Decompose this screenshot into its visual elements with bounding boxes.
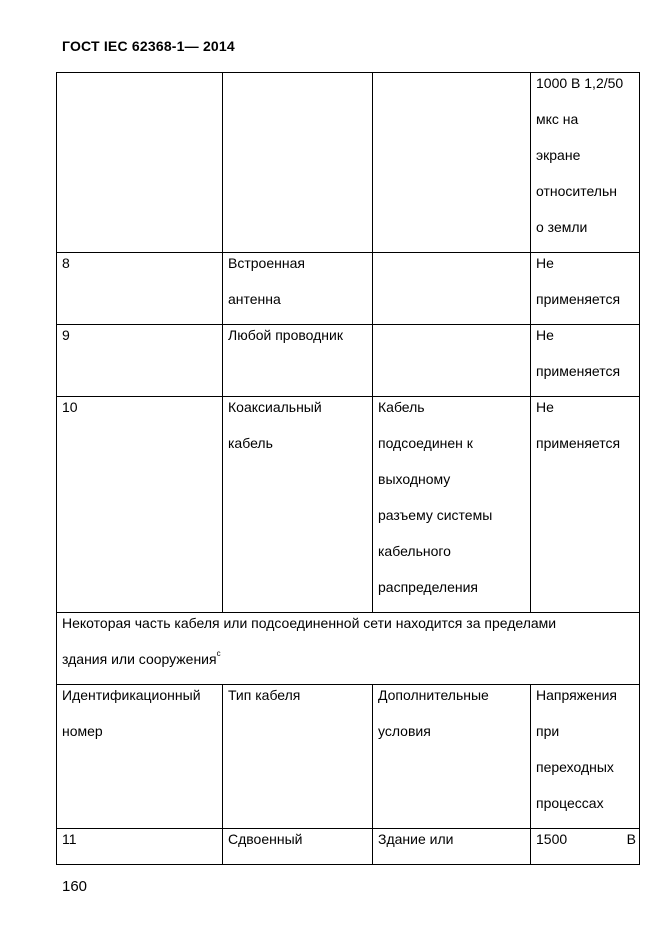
cell-voltage: 1000 В 1,2/50 мкс на экране относительн о земли — [531, 73, 640, 253]
cell-cable-type: Коаксиальный кабель — [223, 397, 373, 613]
page-number: 160 — [62, 878, 88, 895]
header-conditions: Дополнительные условия — [373, 685, 531, 829]
cell-cable-type: Сдвоенный — [223, 829, 373, 865]
section-note: Некоторая часть кабеля или подсоединенной сети находится за пределами здания или сооружения$^c$ — [57, 613, 640, 685]
cell-voltage — [531, 829, 640, 865]
cell-conditions: Кабель подсоединен к выходному разъему системы кабельного распределения — [373, 397, 531, 613]
table-row — [57, 397, 640, 613]
voltage-value: 1500 — [536, 831, 568, 847]
cell-id: 9 — [57, 325, 223, 397]
table-row — [57, 73, 640, 253]
column-header-row — [57, 685, 640, 829]
table-row — [57, 325, 640, 397]
cell-cable-type: Любой проводник — [223, 325, 373, 397]
cell-voltage: Не применяется — [531, 253, 640, 325]
footnote-mark: c — [216, 649, 221, 658]
cell-id: 8 — [57, 253, 223, 325]
cell-id — [57, 73, 223, 253]
section-note-row — [57, 613, 640, 685]
cell-conditions — [373, 73, 531, 253]
cell-conditions — [373, 325, 531, 397]
table-row — [57, 829, 640, 865]
header-cable-type: Тип кабеля — [223, 685, 373, 829]
cell-voltage: Не применяется — [531, 397, 640, 613]
cell-conditions: Здание или — [373, 829, 531, 865]
cell-id: 10 — [57, 397, 223, 613]
cell-id: 11 — [57, 829, 223, 865]
cable-voltage-table — [56, 72, 640, 865]
voltage-unit: В — [626, 831, 636, 847]
cell-cable-type — [223, 73, 373, 253]
table-row — [57, 253, 640, 325]
document-header: ГОСТ IEC 62368-1— 2014 — [62, 38, 235, 54]
cell-conditions — [373, 253, 531, 325]
header-id: Идентификационный номер — [57, 685, 223, 829]
cell-voltage: Не применяется — [531, 325, 640, 397]
header-voltage: Напряжения при переходных процессах — [531, 685, 640, 829]
cell-cable-type: Встроенная антенна — [223, 253, 373, 325]
